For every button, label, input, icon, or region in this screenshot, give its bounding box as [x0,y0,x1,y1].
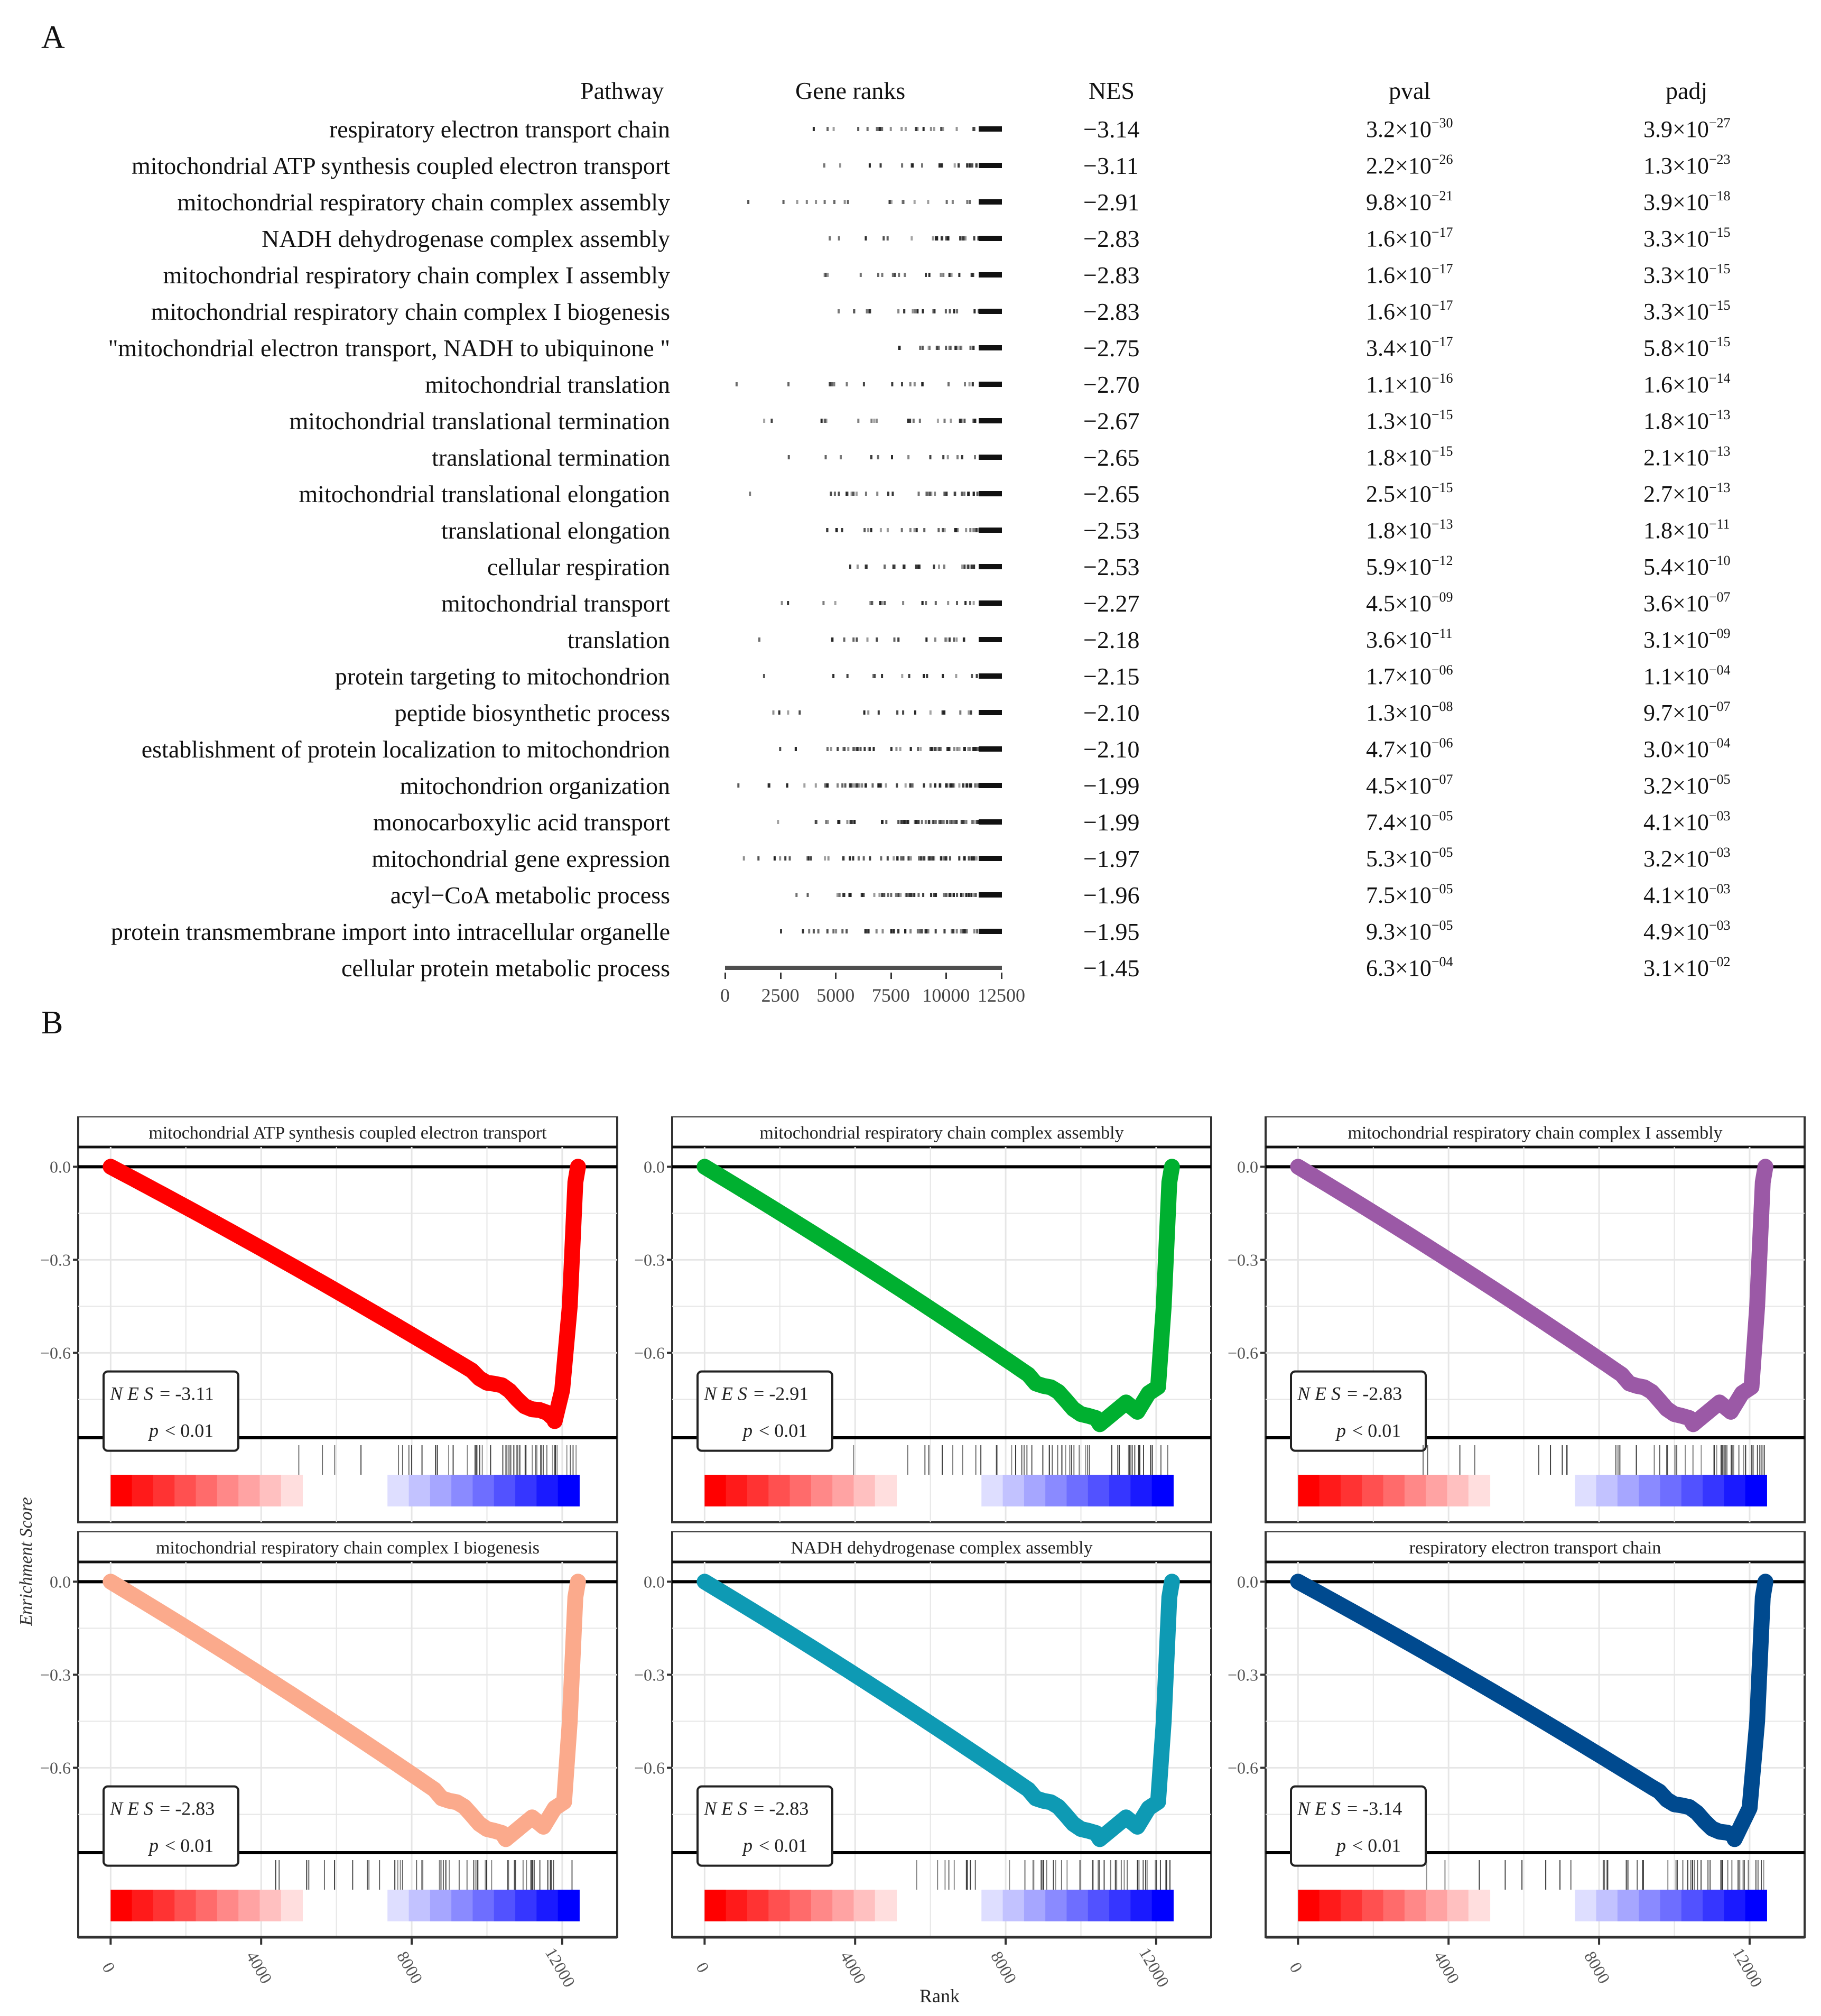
gene-rank-ticks [725,490,1004,497]
rank-axis-label: 5000 [816,985,855,1006]
panel-title: mitochondrial respiratory chain complex I assembly [1348,1123,1723,1143]
pval-value: $9.3\times 10^{-05}$ [1366,918,1453,945]
padj-value: $3.3\times 10^{-15}$ [1643,261,1731,288]
rank-axis-label: 10000 [922,985,970,1006]
padj-value: $3.1\times 10^{-02}$ [1643,954,1731,981]
nes-value: −3.11 [1083,152,1139,179]
svg-text:N E S= -2.83: N E S = -2.83 [704,1798,809,1819]
rank-axis-label: 0 [720,985,730,1006]
y-tick-label: −0.3 [1227,1665,1258,1685]
pathway-name: translation [567,626,670,653]
nes-value: −2.65 [1083,480,1140,507]
table-row [0,332,1821,369]
padj-value: $9.7\times 10^{-07}$ [1643,699,1731,726]
padj-value: $3.9\times 10^{-18}$ [1643,188,1731,215]
pathway-name: mitochondrial ATP synthesis coupled electron transport [131,152,670,179]
pval-value: $1.6\times 10^{-17}$ [1366,225,1453,252]
header-pathway: Pathway [580,77,664,104]
gene-rank-ticks [725,454,1004,461]
table-row [0,405,1821,442]
rank-axis-label: 12500 [978,985,1025,1006]
pval-value: $3.6\times 10^{-11}$ [1366,626,1453,653]
gsea-panel [614,1531,1216,2003]
svg-text:p< 0.01: p < 0.01 [149,1420,214,1441]
pval-value: $7.4\times 10^{-05}$ [1366,808,1453,835]
nes-value: −2.15 [1083,663,1140,690]
table-row [0,478,1821,515]
table-row [0,442,1821,478]
padj-value: $5.4\times 10^{-10}$ [1643,553,1731,580]
nes-value: −1.96 [1083,882,1140,909]
x-tick-label: 8000 [1581,1948,1614,1987]
y-tick-label: −0.3 [634,1250,665,1270]
nes-value: −2.53 [1083,517,1140,544]
y-tick-label: −0.3 [40,1250,71,1270]
y-tick-label: −0.3 [1227,1250,1258,1270]
gene-rank-ticks [725,599,1004,607]
padj-value: $3.3\times 10^{-15}$ [1643,225,1731,252]
pathway-name: mitochondrial gene expression [371,845,670,872]
padj-value: $3.9\times 10^{-27}$ [1643,115,1731,142]
pval-value: $1.1\times 10^{-16}$ [1366,371,1453,397]
x-tick-label: 12000 [1729,1944,1767,1991]
table-row [0,734,1821,770]
pval-value: $4.5\times 10^{-07}$ [1366,772,1453,799]
x-tick-label: 4000 [1430,1948,1464,1987]
padj-value: $3.6\times 10^{-07}$ [1643,589,1731,616]
table-row [0,150,1821,187]
x-tick-label: 4000 [837,1948,870,1987]
svg-text:N E S= -2.83: N E S = -2.83 [110,1798,215,1819]
pathway-name: mitochondrial translation [425,371,670,398]
table-row [0,880,1821,916]
table-row [0,114,1821,150]
svg-text:p< 0.01: p < 0.01 [149,1835,214,1856]
nes-value: −2.83 [1083,225,1140,252]
gsea-panel [614,1116,1216,1588]
x-tick-label: 0 [98,1959,119,1976]
padj-value: $1.6\times 10^{-14}$ [1643,371,1731,397]
gene-rank-ticks [725,818,1004,826]
y-tick-label: 0.0 [1237,1157,1258,1177]
padj-value: $1.1\times 10^{-04}$ [1643,662,1731,689]
pval-value: $7.5\times 10^{-05}$ [1366,881,1453,908]
gene-rank-ticks [725,782,1004,789]
nes-value: −1.99 [1083,772,1140,799]
x-tick-label: 8000 [987,1948,1021,1987]
table-row [0,515,1821,551]
header-padj: padj [1666,77,1708,104]
pval-value: $1.6\times 10^{-17}$ [1366,261,1453,288]
padj-value: $4.1\times 10^{-03}$ [1643,808,1731,835]
gene-rank-ticks [725,162,1004,169]
gsea-plot [614,1116,1216,1586]
gsea-plot [614,1531,1216,2001]
gene-rank-ticks [725,745,1004,753]
y-axis-label: Enrichment Score [16,1497,36,1626]
gene-rank-ticks [725,417,1004,424]
table-row [0,916,1821,952]
pval-value: $1.3\times 10^{-08}$ [1366,699,1453,726]
x-tick-label: 0 [692,1959,713,1976]
padj-value: $4.9\times 10^{-03}$ [1643,918,1731,945]
nes-value: −2.70 [1083,371,1140,398]
gsea-panel [1207,1531,1810,2003]
nes-value: −2.83 [1083,298,1140,325]
svg-text:p< 0.01: p < 0.01 [743,1420,808,1441]
pval-value: $5.9\times 10^{-12}$ [1366,553,1453,580]
gsea-plot [1207,1116,1810,1586]
nes-value: −2.67 [1083,408,1140,434]
rank-axis-tick [890,973,892,979]
panel-b-label: B [41,1005,63,1041]
svg-text:N E S= -2.83: N E S = -2.83 [1297,1383,1402,1404]
panel-title: respiratory electron transport chain [1409,1538,1661,1558]
y-tick-label: 0.0 [50,1572,71,1592]
nes-value: −2.91 [1083,189,1140,216]
gene-rank-ticks [725,344,1004,352]
svg-text:N E S= -3.14: N E S = -3.14 [1297,1798,1402,1819]
rank-axis-label: 7500 [871,985,910,1006]
pathway-name: mitochondrial translational elongation [299,480,670,507]
gene-rank-ticks [725,891,1004,899]
pathway-name: "mitochondrial electron transport, NADH to ubiquinone " [108,335,670,362]
nes-value: −2.65 [1083,444,1140,471]
pathway-name: mitochondrial translational termination [289,408,670,434]
y-tick-label: −0.3 [40,1665,71,1685]
nes-value: −1.45 [1083,955,1140,982]
padj-value: $1.8\times 10^{-11}$ [1643,516,1730,543]
table-row [0,551,1821,588]
nes-value: −1.95 [1083,918,1140,945]
x-tick-label: 8000 [393,1948,427,1987]
x-tick-label: 12000 [1135,1944,1174,1991]
pval-value: $6.3\times 10^{-04}$ [1366,954,1453,981]
nes-value: −2.10 [1083,736,1140,763]
padj-value: $3.1\times 10^{-09}$ [1643,626,1731,653]
pathway-name: translational elongation [441,517,670,544]
pval-value: $4.7\times 10^{-06}$ [1366,735,1453,762]
nes-value: −3.14 [1083,116,1140,143]
pathway-name: translational termination [432,444,670,471]
pathway-name: mitochondrion organization [399,772,670,799]
table-row [0,588,1821,624]
panel-title: mitochondrial respiratory chain complex assembly [759,1123,1124,1143]
nes-value: −2.83 [1083,262,1140,289]
gsea-plot [20,1531,623,2001]
pathway-name: mitochondrial transport [441,590,670,617]
rank-axis-tick [724,973,726,979]
y-tick-label: −0.3 [634,1665,665,1685]
gene-rank-ticks [725,235,1004,242]
table-row [0,369,1821,405]
rank-axis-label: 2500 [761,985,800,1006]
nes-value: −2.27 [1083,590,1140,617]
gene-rank-ticks [725,198,1004,206]
panel-title: mitochondrial respiratory chain complex I biogenesis [155,1538,540,1558]
gsea-panel [20,1116,623,1588]
padj-value: $4.1\times 10^{-03}$ [1643,881,1731,908]
x-tick-label: 4000 [243,1948,276,1987]
y-tick-label: 0.0 [1237,1572,1258,1592]
nes-value: −2.75 [1083,335,1140,362]
pathway-name: establishment of protein localization to mitochondrion [141,736,670,763]
pval-value: $3.4\times 10^{-17}$ [1366,334,1453,361]
pval-value: $2.2\times 10^{-26}$ [1366,152,1453,179]
nes-value: −2.18 [1083,626,1140,653]
pathway-name: acyl−CoA metabolic process [390,882,670,909]
table-row [0,770,1821,807]
pathway-name: mitochondrial respiratory chain complex I biogenesis [151,298,670,325]
gene-rank-ticks [725,271,1004,279]
gene-rank-ticks [725,928,1004,935]
pathway-name: peptide biosynthetic process [394,699,670,726]
header-gene-ranks: Gene ranks [795,77,906,104]
y-tick-label: 0.0 [644,1572,665,1592]
padj-value: $3.3\times 10^{-15}$ [1643,298,1731,325]
padj-value: $3.0\times 10^{-04}$ [1643,735,1731,762]
svg-text:N E S= -3.11: N E S = -3.11 [110,1383,214,1404]
panel-title: NADH dehydrogenase complex assembly [791,1538,1093,1558]
table-row [0,187,1821,223]
rank-axis-tick [945,973,947,979]
table-row [0,697,1821,734]
gene-rank-ticks [725,964,1004,972]
pval-value: $9.8\times 10^{-21}$ [1366,188,1453,215]
pval-value: $1.6\times 10^{-17}$ [1366,298,1453,325]
pathway-name: cellular respiration [487,553,670,580]
table-row [0,260,1821,296]
pathway-name: NADH dehydrogenase complex assembly [262,225,670,252]
y-tick-label: −0.6 [634,1758,665,1778]
pathway-name: mitochondrial respiratory chain complex I assembly [163,262,670,289]
gene-rank-ticks [725,563,1004,570]
pval-value: $1.8\times 10^{-15}$ [1366,443,1453,470]
gene-rank-ticks [725,672,1004,680]
gene-rank-ticks [725,636,1004,643]
x-axis-label: Rank [919,1985,960,2006]
y-tick-label: −0.6 [40,1758,71,1778]
svg-text:p< 0.01: p < 0.01 [1336,1420,1401,1441]
rank-axis-tick [1001,973,1002,979]
padj-value: $2.1\times 10^{-13}$ [1643,443,1731,470]
pval-value: $1.7\times 10^{-06}$ [1366,662,1453,689]
padj-value: $1.8\times 10^{-13}$ [1643,407,1731,434]
pval-value: $1.8\times 10^{-13}$ [1366,516,1453,543]
y-tick-label: −0.6 [1227,1758,1258,1778]
pval-value: $1.3\times 10^{-15}$ [1366,407,1453,434]
y-tick-label: 0.0 [50,1157,71,1177]
pathway-name: cellular protein metabolic process [341,955,670,982]
pval-value: $2.5\times 10^{-15}$ [1366,480,1453,507]
gene-rank-ticks [725,381,1004,388]
padj-value: $5.8\times 10^{-15}$ [1643,334,1731,361]
nes-value: −2.53 [1083,553,1140,580]
table-row [0,952,1821,989]
pval-value: $3.2\times 10^{-30}$ [1366,115,1453,142]
pathway-name: monocarboxylic acid transport [373,809,670,836]
table-row [0,661,1821,697]
rank-axis-tick [780,973,782,979]
gsea-panel [20,1531,623,2003]
header-nes: NES [1089,77,1135,104]
padj-value: $2.7\times 10^{-13}$ [1643,480,1731,507]
table-row [0,624,1821,661]
rank-axis-tick [835,973,837,979]
nes-value: −1.97 [1083,845,1140,872]
gsea-plot [20,1116,623,1586]
table-row [0,807,1821,843]
padj-value: $3.2\times 10^{-03}$ [1643,845,1731,872]
x-tick-label: 0 [1286,1959,1307,1976]
panel-title: mitochondrial ATP synthesis coupled electron transport [148,1123,547,1143]
panel-a-label: A [41,20,65,56]
pval-value: $4.5\times 10^{-09}$ [1366,589,1453,616]
y-tick-label: −0.6 [1227,1343,1258,1363]
pathway-name: mitochondrial respiratory chain complex assembly [177,189,670,216]
padj-value: $3.2\times 10^{-05}$ [1643,772,1731,799]
pathway-name: respiratory electron transport chain [329,116,670,143]
table-row [0,843,1821,880]
header-pval: pval [1389,77,1431,104]
gene-rank-ticks [725,855,1004,862]
table-row [0,296,1821,332]
gsea-panel [1207,1116,1810,1588]
pathway-name: protein targeting to mitochondrion [335,663,670,690]
nes-value: −2.10 [1083,699,1140,726]
gsea-plot [1207,1531,1810,2001]
svg-text:N E S= -2.91: N E S = -2.91 [704,1383,809,1404]
x-tick-label: 12000 [541,1944,580,1991]
svg-text:p< 0.01: p < 0.01 [1336,1835,1401,1856]
svg-text:p< 0.01: p < 0.01 [743,1835,808,1856]
gene-rank-ticks [725,709,1004,716]
padj-value: $1.3\times 10^{-23}$ [1643,152,1731,179]
table-row [0,223,1821,260]
y-tick-label: −0.6 [634,1343,665,1363]
pval-value: $5.3\times 10^{-05}$ [1366,845,1453,872]
pathway-name: protein transmembrane import into intracellular organelle [110,918,670,945]
y-tick-label: −0.6 [40,1343,71,1363]
gene-rank-ticks [725,308,1004,315]
nes-value: −1.99 [1083,809,1140,836]
gene-rank-ticks [725,125,1004,133]
gene-rank-ticks [725,526,1004,534]
y-tick-label: 0.0 [644,1157,665,1177]
